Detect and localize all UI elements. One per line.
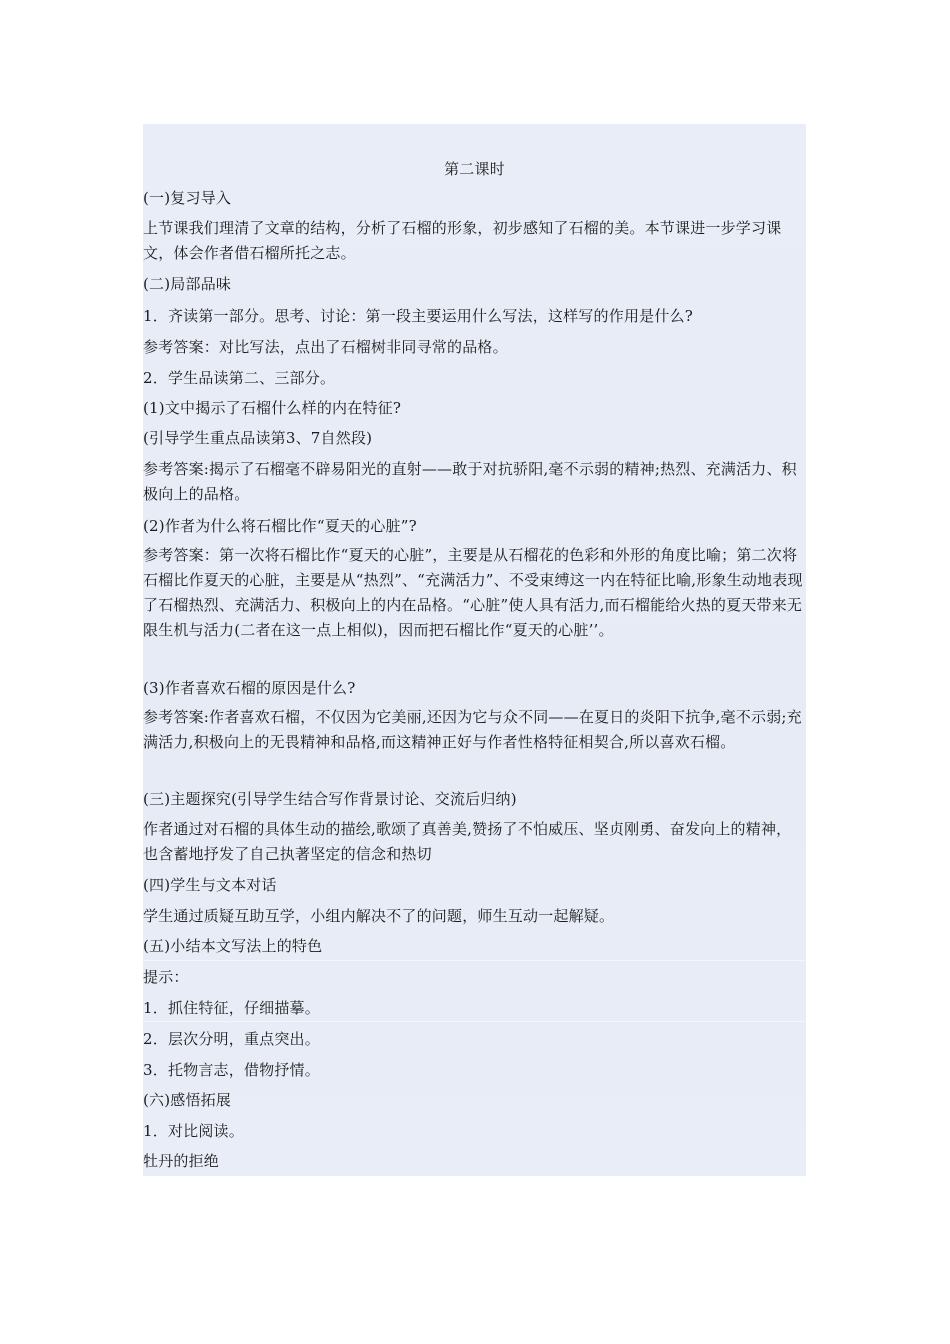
paragraph: 参考答案:作者喜欢石榴，不仅因为它美丽,还因为它与众不同——在夏日的炎阳下抗争,毫不示弱;充满活力,积极向上的无畏精神和品格,而这精神正好与作者性格特征相契合,所以喜欢石榴。 (143, 708, 802, 751)
paragraph: (3)作者喜欢石榴的原因是什么? (143, 679, 356, 697)
paragraph: 参考答案：第一次将石榴比作“夏天的心脏”，主要是从石榴花的色彩和外形的角度比喻；第二次将石榴比作夏天的心脏，主要是从“热烈”、“充满活力”、不受束缚这一内在特征比喻,形象生动地表现了石榴热烈、充满活力、积极向上的内在品格。“心脏”使人具有活力,而石榴能给火热的夏天带来无限生机与活力(二者在这一点上相似)，因而把石榴比作“夏天的心脏’’。 (143, 546, 803, 639)
paragraph: 1．齐读第一部分。思考、讨论：第一段主要运用什么写法，这样写的作用是什么? (143, 307, 693, 325)
paragraph: 牡丹的拒绝 (143, 1152, 220, 1170)
list-item: 1．抓住特征，仔细描摹。 (143, 999, 320, 1017)
section-heading: (二)局部品味 (143, 275, 232, 293)
lesson-title: 第二课时 (444, 160, 505, 178)
divider (143, 960, 806, 961)
paragraph: 上节课我们理清了文章的结构，分析了石榴的形象，初步感知了石榴的美。本节课进一步学习课文，体会作者借石榴所托之志。 (143, 219, 782, 262)
section-heading: (四)学生与文本对话 (143, 876, 277, 894)
paragraph: 参考答案：对比写法，点出了石榴树非同寻常的品格。 (143, 338, 508, 356)
paragraph: 参考答案:揭示了石榴毫不辟易阳光的直射——敢于对抗骄阳,毫不示弱的精神;热烈、充满活力、积极向上的品格。 (143, 460, 797, 503)
paragraph: 作者通过对石榴的具体生动的描绘,歌颂了真善美,赞扬了不怕威压、坚贞刚勇、奋发向上的精神，也含蓄地抒发了自己执著坚定的信念和热切 (143, 820, 792, 863)
paragraph: 学生通过质疑互助互学，小组内解决不了的问题，师生互动一起解疑。 (143, 907, 615, 925)
document-page (143, 124, 806, 1176)
divider (143, 1021, 806, 1022)
paragraph: 1．对比阅读。 (143, 1122, 244, 1140)
paragraph: (1)文中揭示了石榴什么样的内在特征? (143, 399, 402, 417)
paragraph: (引导学生重点品读第3、7自然段) (143, 429, 373, 447)
section-heading: (三)主题探究(引导学生结合写作背景讨论、交流后归纳) (143, 790, 517, 808)
paragraph: 提示： (143, 968, 189, 986)
list-item: 3．托物言志，借物抒情。 (143, 1061, 320, 1079)
paragraph: (2)作者为什么将石榴比作“夏天的心脏”? (143, 517, 417, 535)
section-heading: (六)感悟拓展 (143, 1091, 232, 1109)
section-heading: (五)小结本文写法上的特色 (143, 937, 323, 955)
list-item: 2．层次分明，重点突出。 (143, 1030, 320, 1048)
paragraph: 2．学生品读第二、三部分。 (143, 369, 336, 387)
section-heading: (一)复习导入 (143, 189, 232, 207)
